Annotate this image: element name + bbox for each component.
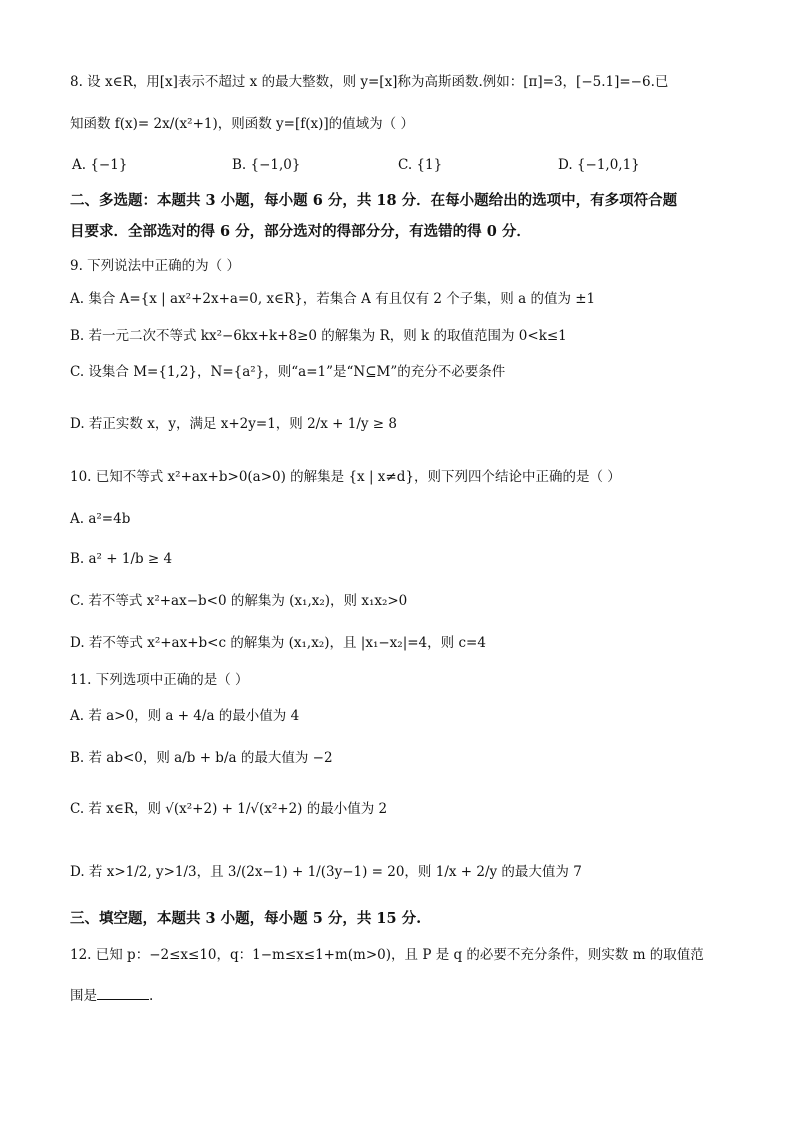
q10-option-c: C. 若不等式 x²+ax−b<0 的解集为 (x₁,x₂)，则 x₁x₂>0 [70, 593, 408, 609]
q9-option-a: A. 集合 A={x | ax²+2x+a=0, x∈R}，若集合 A 有且仅有 2 个子集，则 a 的值为 ±1 [70, 291, 596, 307]
q12-line2 [70, 985, 734, 1006]
q12-line2-prefix: 围是 [70, 988, 97, 1004]
q9-option-c: C. 设集合 M={1,2}，N={a²}，则“a=1”是“N⊆M”的充分不必要条件 [70, 364, 506, 380]
q11-option-d: D. 若 x>1/2, y>1/3，且 3/(2x−1) + 1/(3y−1) = 20，则 1/x + 2/y 的最大值为 7 [70, 864, 582, 880]
q10-stem: 10. 已知不等式 x²+ax+b>0(a>0) 的解集是 {x | x≠d}，则下列四个结论中正确的是（ ） [70, 469, 621, 485]
answer-blank[interactable] [97, 985, 149, 1000]
q8-option-b: B. {−1,0} [232, 157, 301, 173]
q8-line2: 知函数 f(x)= 2x/(x²+1)，则函数 y=[f(x)]的值域为（ ） [70, 116, 414, 132]
q11-option-b: B. 若 ab<0，则 a/b + b/a 的最大值为 −2 [70, 750, 333, 766]
q8-option-c: C. {1} [398, 157, 443, 173]
q10-option-a: A. a²=4b [70, 511, 131, 527]
q11-option-c: C. 若 x∈R，则 √(x²+2) + 1/√(x²+2) 的最小值为 2 [70, 801, 388, 817]
section2-heading-line2: 目要求．全部选对的得 6 分，部分选对的得部分分，有选错的得 0 分． [70, 223, 531, 240]
q10-option-d: D. 若不等式 x²+ax+b<c 的解集为 (x₁,x₂)，且 |x₁−x₂|=4，则 c=4 [70, 635, 486, 651]
section2-heading-line1: 二、多选题：本题共 3 小题，每小题 6 分，共 18 分．在每小题给出的选项中，有多项符合题 [70, 192, 678, 209]
q12-line1: 12. 已知 p：−2≤x≤10，q：1−m≤x≤1+m(m>0)，且 P 是 q 的必要不充分条件，则实数 m 的取值范 [70, 947, 704, 963]
q8-option-d: D. {−1,0,1} [558, 157, 640, 173]
q9-option-b: B. 若一元二次不等式 kx²−6kx+k+8≥0 的解集为 R，则 k 的取值范围为 0<k≤1 [70, 328, 567, 344]
q8-line1: 8. 设 x∈R，用[x]表示不超过 x 的最大整数，则 y=[x]称为高斯函数.例如：[π]=3，[−5.1]=−6.已 [70, 74, 669, 90]
q10-option-b: B. a² + 1/b ≥ 4 [70, 551, 173, 567]
q8-option-a: A. {−1} [72, 157, 128, 173]
q9-stem: 9. 下列说法中正确的为（ ） [70, 258, 240, 274]
q9-option-d: D. 若正实数 x，y，满足 x+2y=1，则 2/x + 1/y ≥ 8 [70, 416, 397, 432]
q11-stem: 11. 下列选项中正确的是（ ） [70, 672, 249, 688]
q11-option-a: A. 若 a>0，则 a + 4/a 的最小值为 4 [70, 708, 300, 724]
q12-line2-suffix: . [149, 988, 154, 1004]
section3-heading: 三、填空题，本题共 3 小题，每小题 5 分，共 15 分. [70, 910, 422, 927]
